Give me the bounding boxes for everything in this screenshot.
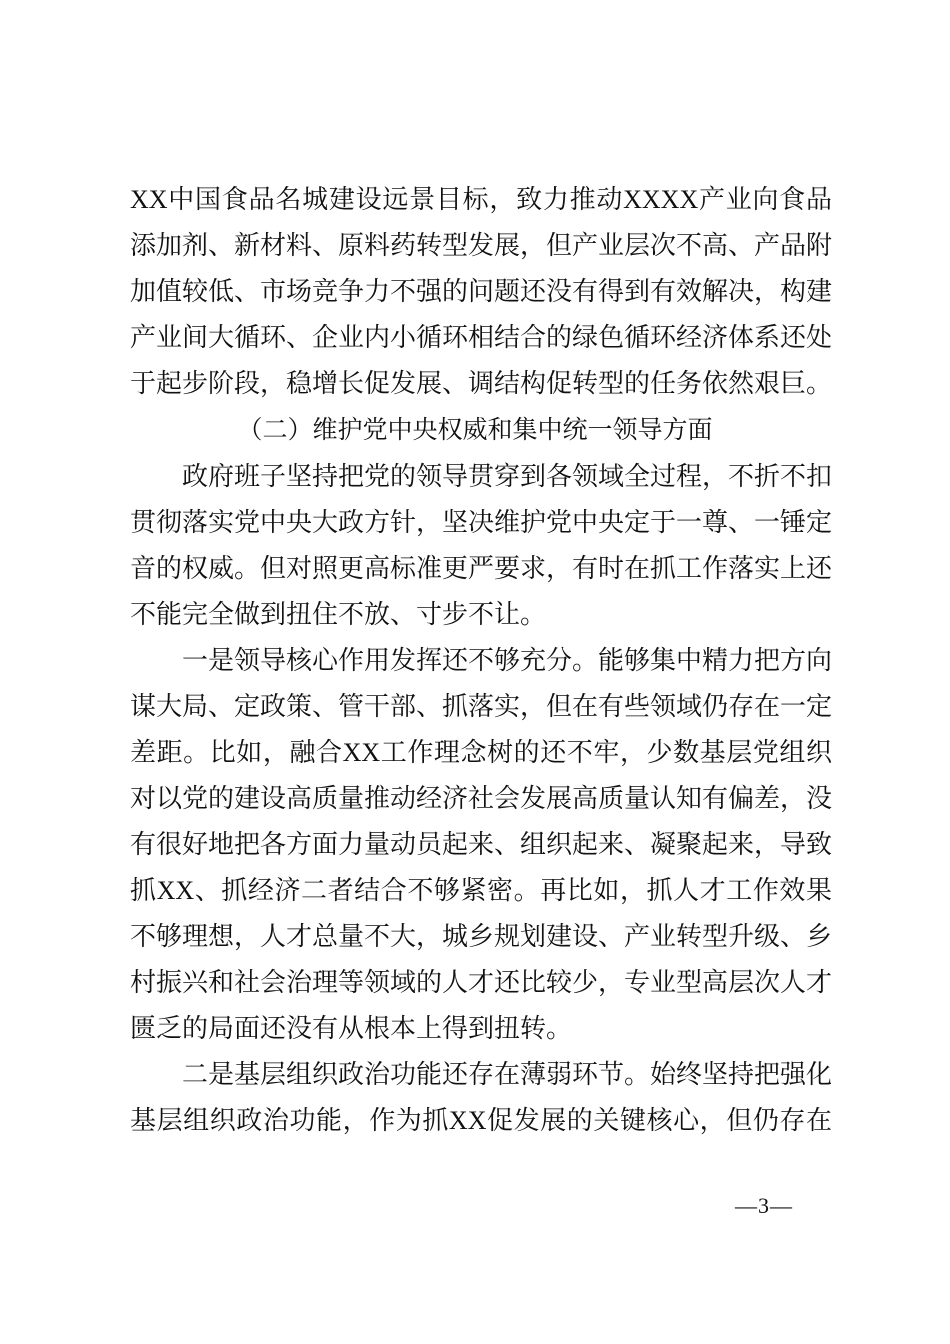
body-text-line: 不够理想，人才总量不大，城乡规划建设、产业转型升级、乡 (130, 922, 833, 951)
section-heading: （二）维护党中央权威和集中统一领导方面 (237, 417, 713, 444)
body-text-line: 不能完全做到扭住不放、寸步不让。 (130, 600, 547, 629)
body-text-line: XX中国食品名城建设远景目标，致力推动XXXX产业向食品 (130, 185, 832, 214)
body-text-line: 添加剂、新材料、原料药转型发展，但产业层次不高、产品附 (130, 231, 833, 260)
body-text-line: 基层组织政治功能，作为抓XX促发展的关键核心，但仍存在 (130, 1106, 832, 1135)
body-text-line: 贯彻落实党中央大政方针，坚决维护党中央定于一尊、一锤定 (130, 508, 833, 537)
body-text-line: 有很好地把各方面力量动员起来、组织起来、凝聚起来，导致 (130, 830, 833, 859)
body-text-line: 音的权威。但对照更高标准更严要求，有时在抓工作落实上还 (130, 554, 833, 583)
body-text-line: 产业间大循环、企业内小循环相结合的绿色循环经济体系还处 (130, 323, 833, 352)
body-text-line: 谋大局、定政策、管干部、抓落实，但在有些领域仍存在一定 (130, 692, 833, 721)
body-text-line: 二是基层组织政治功能还存在薄弱环节。始终坚持把强化 (182, 1060, 833, 1089)
body-text-line: 对以党的建设高质量推动经济社会发展高质量认知有偏差，没 (130, 784, 833, 813)
body-text-line: 于起步阶段，稳增长促发展、调结构促转型的任务依然艰巨。 (130, 369, 833, 398)
body-text-line: 匮乏的局面还没有从根本上得到扭转。 (130, 1014, 573, 1043)
body-text-line: 村振兴和社会治理等领域的人才还比较少，专业型高层次人才 (130, 968, 833, 997)
body-text-line: 一是领导核心作用发挥还不够充分。能够集中精力把方向 (182, 646, 833, 675)
page-number: —3— (735, 1193, 793, 1218)
body-text-line: 加值较低、市场竞争力不强的问题还没有得到有效解决，构建 (130, 277, 833, 306)
body-text-line: 抓XX、抓经济二者结合不够紧密。再比如，抓人才工作效果 (130, 876, 832, 905)
body-text-line: 政府班子坚持把党的领导贯穿到各领域全过程，不折不扣 (182, 462, 833, 491)
body-text-line: 差距。比如，融合XX工作理念树的还不牢，少数基层党组织 (130, 738, 832, 767)
